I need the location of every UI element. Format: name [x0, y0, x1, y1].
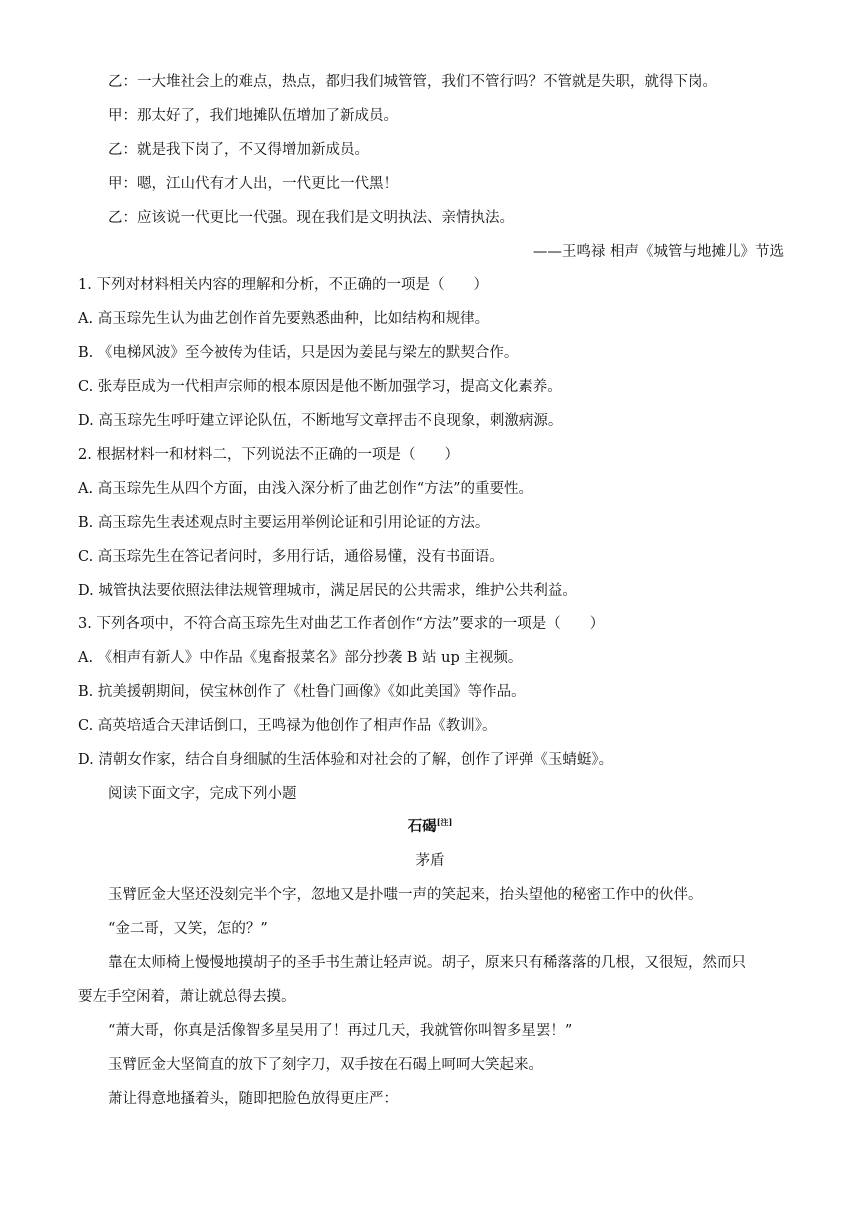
question-option: D. 高玉琮先生呼吁建立评论队伍，不断地写文章抨击不良现象，刺激病源。: [78, 413, 563, 429]
passage-paragraph: “金二哥，又笑，怎的？”: [108, 921, 268, 937]
excerpt-attribution: ——王鸣禄 相声《城管与地摊儿》节选: [532, 244, 784, 260]
passage-paragraph: 玉臂匠金大坚简直的放下了刻字刀，双手按在石碣上呵呵大笑起来。: [108, 1057, 543, 1073]
question-option: C. 张寿臣成为一代相声宗师的根本原因是他不断加强学习，提高文化素养。: [78, 379, 562, 395]
excerpt-line: 甲：那太好了，我们地摊队伍增加了新成员。: [108, 108, 398, 124]
excerpt-line: 乙：一大堆社会上的难点，热点，都归我们城管管，我们不管行吗？不管就是失职，就得下岗。: [108, 74, 717, 90]
passage-paragraph: 玉臂匠金大坚还没刻完半个字，忽地又是扑嗤一声的笑起来，抬头望他的秘密工作中的伙伴。: [108, 887, 703, 903]
question-stem: 2. 根据材料一和材料二，下列说法不正确的一项是（ ）: [78, 447, 459, 463]
passage-title-text: 石碣: [407, 818, 437, 835]
question-stem: 3. 下列各项中，不符合高玉琮先生对曲艺工作者创作“方法”要求的一项是（ ）: [78, 616, 605, 632]
excerpt-line: 乙：应该说一代更比一代强。现在我们是文明执法、亲情执法。: [108, 210, 514, 226]
passage-title: [0, 817, 860, 837]
question-option: A. 高玉琮先生从四个方面，由浅入深分析了曲艺创作“方法”的重要性。: [78, 481, 534, 497]
passage-paragraph: “萧大哥，你真是活像智多星吴用了！再过几天，我就管你叫智多星罢！”: [108, 1023, 573, 1039]
passage-paragraph: 萧让得意地搔着头，随即把脸色放得更庄严：: [108, 1091, 398, 1107]
reading-instruction: 阅读下面文字，完成下列小题: [108, 786, 297, 802]
passage-author: 茅盾: [415, 853, 445, 869]
question-option: A. 高玉琮先生认为曲艺创作首先要熟悉曲种，比如结构和规律。: [78, 311, 490, 327]
question-option: B. 高玉琮先生表述观点时主要运用举例论证和引用论证的方法。: [78, 515, 490, 531]
question-option: B. 抗美援朝期间，侯宝林创作了《杜鲁门画像》《如此美国》等作品。: [78, 684, 526, 700]
question-option: B. 《电梯风波》至今被传为佳话，只是因为姜昆与梁左的默契合作。: [78, 345, 519, 361]
question-option: D. 城管执法要依照法律法规管理城市，满足居民的公共需求，维护公共利益。: [78, 583, 577, 599]
title-footnote-marker: [注]: [436, 817, 453, 828]
excerpt-line: 甲：嗯，江山代有才人出，一代更比一代黑！: [108, 176, 398, 192]
question-stem: 1. 下列对材料相关内容的理解和分析，不正确的一项是（ ）: [78, 277, 488, 293]
excerpt-line: 乙：就是我下岗了，不又得增加新成员。: [108, 142, 369, 158]
question-option: C. 高玉琮先生在答记者问时，多用行话，通俗易懂，没有书面语。: [78, 549, 504, 565]
passage-paragraph: 靠在太师椅上慢慢地摸胡子的圣手书生萧让轻声说。胡子，原来只有稀落落的几根，又很短，然而只: [108, 955, 746, 971]
question-option: C. 高英培适合天津话倒口，王鸣禄为他创作了相声作品《教训》。: [78, 718, 497, 734]
question-option: D. 清朝女作家，结合自身细腻的生活体验和对社会的了解，创作了评弹《玉蜻蜓》。: [78, 752, 614, 768]
question-option: A. 《相声有新人》中作品《鬼畜报菜名》部分抄袭 B 站 up 主视频。: [78, 650, 523, 666]
passage-paragraph-continued: 要左手空闲着，萧让就总得去摸。: [78, 989, 296, 1005]
